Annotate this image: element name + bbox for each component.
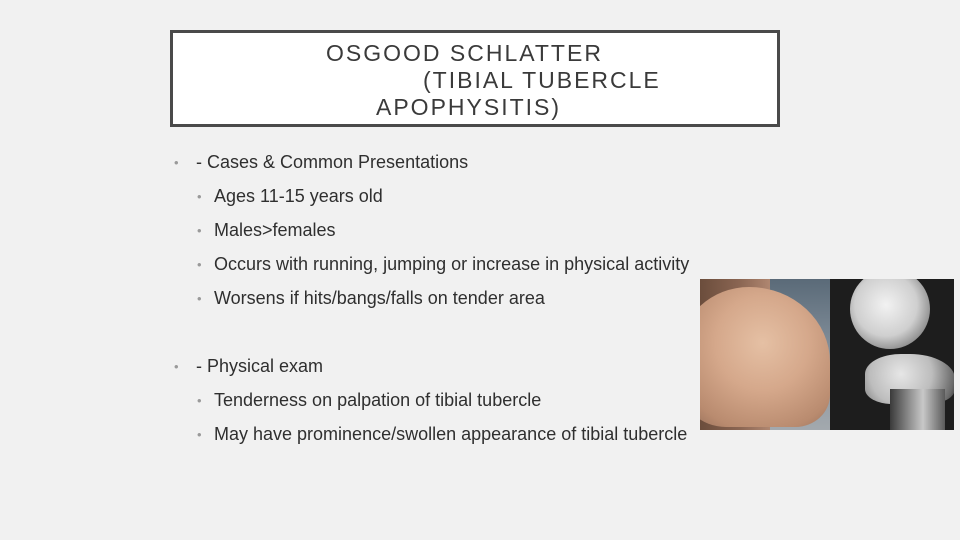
- bullet-icon: •: [174, 155, 179, 170]
- bullet-icon: •: [197, 223, 202, 238]
- title-line-2: (TIBIAL TUBERCLE: [423, 67, 661, 93]
- bullet-icon: •: [197, 427, 202, 442]
- bullet-icon: •: [197, 393, 202, 408]
- bullet-icon: •: [197, 291, 202, 306]
- knee-photo: [700, 279, 830, 430]
- knee-xray: [830, 279, 954, 430]
- knee-images: [700, 279, 954, 430]
- bullet-icon: •: [197, 189, 202, 204]
- bullet-icon: •: [174, 359, 179, 374]
- title-box: [170, 30, 780, 127]
- title-line-3: APOPHYSITIS): [376, 94, 562, 120]
- title-line-1: OSGOOD SCHLATTER: [326, 40, 603, 66]
- bullet-icon: •: [197, 257, 202, 272]
